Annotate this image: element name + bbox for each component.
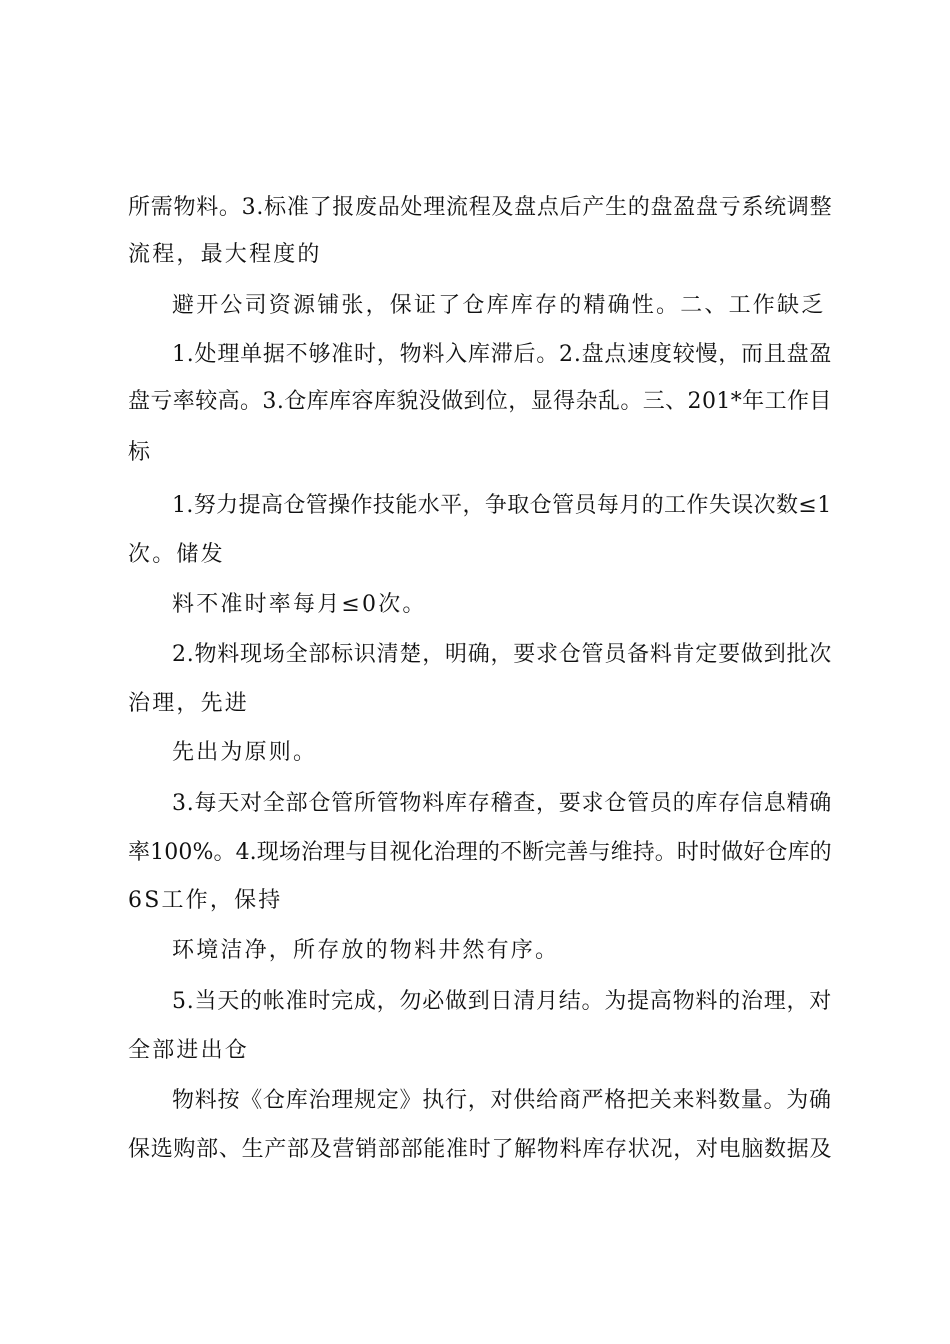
body-text-line: 1.处理单据不够准时，物料入库滞后。2.盘点速度较慢，而且盘盈 <box>172 342 833 367</box>
body-text-line: 盘亏率较高。3.仓库库容库貌没做到位，显得杂乱。三、201*年工作目 <box>128 389 832 414</box>
body-text-line: 流程，最大程度的 <box>128 242 322 267</box>
body-text-line: 料不准时率每月≤0次。 <box>172 592 427 617</box>
body-text-line: 治理，先进 <box>128 691 250 716</box>
body-text-line: 全部进出仓 <box>128 1038 250 1063</box>
body-text-line: 2.物料现场全部标识清楚，明确，要求仓管员备料肯定要做到批次 <box>172 642 832 667</box>
body-text-line: 避开公司资源铺张，保证了仓库库存的精确性。二、工作缺乏 <box>172 293 826 318</box>
body-text-line: 1.努力提高仓管操作技能水平，争取仓管员每月的工作失误次数≤1 <box>172 493 832 518</box>
body-text-line: 保选购部、生产部及营销部部能准时了解物料库存状况，对电脑数据及 <box>128 1137 833 1162</box>
body-text-line: 环境洁净，所存放的物料井然有序。 <box>172 938 560 963</box>
body-text-line: 5.当天的帐准时完成，勿必做到日清月结。为提高物料的治理，对 <box>172 989 832 1014</box>
body-text-line: 所需物料。3.标准了报废品处理流程及盘点后产生的盘盈盘亏系统调整 <box>128 195 833 220</box>
body-text-line: 先出为原则。 <box>172 740 318 765</box>
body-text-line: 物料按《仓库治理规定》执行，对供给商严格把关来料数量。为确 <box>172 1088 832 1113</box>
body-text-line: 3.每天对全部仓管所管物料库存稽查，要求仓管员的库存信息精确 <box>172 791 832 816</box>
body-text-line: 率100%。4.现场治理与目视化治理的不断完善与维持。时时做好仓库的 <box>128 840 832 865</box>
body-text-line: 标 <box>128 440 153 465</box>
body-text-line: 次。储发 <box>128 542 225 567</box>
body-text-line: 6S工作，保持 <box>128 888 283 913</box>
